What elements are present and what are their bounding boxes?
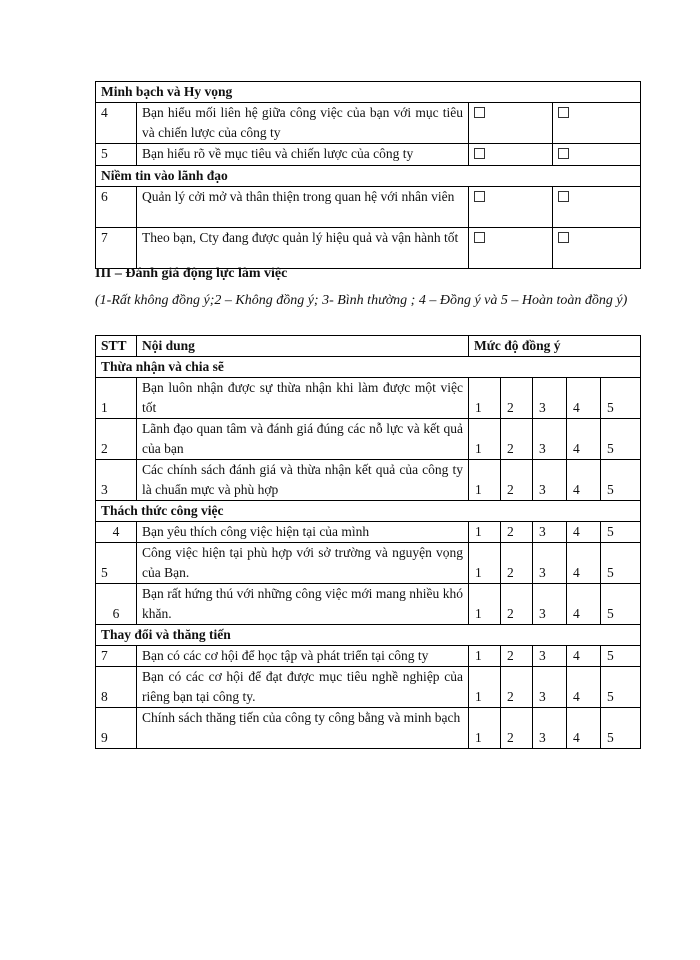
section-title: Niềm tin vào lãnh đạo xyxy=(96,166,641,187)
row-number: 5 xyxy=(96,543,137,584)
score-2[interactable]: 2 xyxy=(501,460,533,501)
score-4[interactable]: 4 xyxy=(567,667,601,708)
checkbox[interactable] xyxy=(558,107,569,118)
checkbox-cell xyxy=(553,103,641,144)
checkbox-cell xyxy=(553,187,641,228)
checkbox-cell xyxy=(469,144,553,166)
row-text: Lãnh đạo quan tâm và đánh giá đúng các nỗ lực và kết quả của bạn xyxy=(137,419,469,460)
score-2[interactable]: 2 xyxy=(501,646,533,667)
checkbox-cell xyxy=(469,228,553,269)
header-level: Mức độ đồng ý xyxy=(469,336,641,357)
score-3[interactable]: 3 xyxy=(533,378,567,419)
score-1[interactable]: 1 xyxy=(469,646,501,667)
row-text: Bạn rất hứng thú với những công việc mới mang nhiều khó khăn. xyxy=(137,584,469,625)
table-row xyxy=(96,378,641,419)
section-row xyxy=(96,625,641,646)
table-row xyxy=(96,103,641,144)
motivation-rating-table xyxy=(95,335,641,749)
score-4[interactable]: 4 xyxy=(567,460,601,501)
row-number: 5 xyxy=(96,144,137,166)
score-1[interactable]: 1 xyxy=(469,522,501,543)
section-row xyxy=(96,501,641,522)
score-4[interactable]: 4 xyxy=(567,646,601,667)
row-text: Bạn yêu thích công việc hiện tại của mình xyxy=(137,522,469,543)
row-text: Bạn có các cơ hội để đạt được mục tiêu nghề nghiệp của riêng bạn tại công ty. xyxy=(137,667,469,708)
header-content: Nội dung xyxy=(137,336,469,357)
score-4[interactable]: 4 xyxy=(567,543,601,584)
score-3[interactable]: 3 xyxy=(533,708,567,749)
score-3[interactable]: 3 xyxy=(533,460,567,501)
section-row xyxy=(96,82,641,103)
row-number: 9 xyxy=(96,708,137,749)
survey-table-transparency-leadership xyxy=(95,81,641,269)
score-5[interactable]: 5 xyxy=(601,543,641,584)
score-2[interactable]: 2 xyxy=(501,543,533,584)
score-5[interactable]: 5 xyxy=(601,667,641,708)
score-5[interactable]: 5 xyxy=(601,708,641,749)
score-2[interactable]: 2 xyxy=(501,522,533,543)
checkbox[interactable] xyxy=(558,232,569,243)
score-5[interactable]: 5 xyxy=(601,419,641,460)
row-number: 7 xyxy=(96,228,137,269)
row-text: Bạn hiểu mối liên hệ giữa công việc của bạn với mục tiêu và chiến lược của công ty xyxy=(137,103,469,144)
section-row xyxy=(96,166,641,187)
score-4[interactable]: 4 xyxy=(567,419,601,460)
table-row xyxy=(96,144,641,166)
row-number: 4 xyxy=(96,103,137,144)
score-4[interactable]: 4 xyxy=(567,378,601,419)
row-number: 7 xyxy=(96,646,137,667)
section-title: Thách thức công việc xyxy=(96,501,641,522)
checkbox-cell xyxy=(469,187,553,228)
rating-legend: (1-Rất không đồng ý;2 – Không đồng ý; 3- Bình thường ; 4 – Đồng ý và 5 – Hoàn toàn đồng ý) xyxy=(95,293,628,308)
score-2[interactable]: 2 xyxy=(501,378,533,419)
checkbox[interactable] xyxy=(474,232,485,243)
section-heading: III – Đánh giá động lực làm việc xyxy=(95,266,288,281)
table-row xyxy=(96,460,641,501)
score-2[interactable]: 2 xyxy=(501,667,533,708)
checkbox[interactable] xyxy=(474,148,485,159)
score-3[interactable]: 3 xyxy=(533,667,567,708)
row-text: Bạn hiểu rõ về mục tiêu và chiến lược của công ty xyxy=(137,144,469,166)
row-number: 2 xyxy=(96,419,137,460)
score-1[interactable]: 1 xyxy=(469,378,501,419)
row-number: 6 xyxy=(96,584,137,625)
row-text: Bạn có các cơ hội để học tập và phát triển tại công ty xyxy=(137,646,469,667)
table-row xyxy=(96,419,641,460)
table-row xyxy=(96,187,641,228)
row-number: 8 xyxy=(96,667,137,708)
row-text: Quản lý cởi mở và thân thiện trong quan hệ với nhân viên xyxy=(137,187,469,228)
checkbox[interactable] xyxy=(558,148,569,159)
score-3[interactable]: 3 xyxy=(533,522,567,543)
table-row xyxy=(96,708,641,749)
score-4[interactable]: 4 xyxy=(567,522,601,543)
row-text: Các chính sách đánh giá và thừa nhận kết quả của công ty là chuẩn mực và phù hợp xyxy=(137,460,469,501)
score-4[interactable]: 4 xyxy=(567,584,601,625)
section-title: Minh bạch và Hy vọng xyxy=(96,82,641,103)
score-1[interactable]: 1 xyxy=(469,584,501,625)
score-1[interactable]: 1 xyxy=(469,708,501,749)
score-1[interactable]: 1 xyxy=(469,460,501,501)
score-1[interactable]: 1 xyxy=(469,419,501,460)
row-number: 4 xyxy=(96,522,137,543)
table-row xyxy=(96,228,641,269)
section-title: Thay đổi và thăng tiến xyxy=(96,625,641,646)
table-row xyxy=(96,667,641,708)
row-text: Bạn luôn nhận được sự thừa nhận khi làm được một việc tốt xyxy=(137,378,469,419)
score-2[interactable]: 2 xyxy=(501,419,533,460)
checkbox-cell xyxy=(469,103,553,144)
header-row xyxy=(96,336,641,357)
row-text: Theo bạn, Cty đang được quản lý hiệu quả và vận hành tốt xyxy=(137,228,469,269)
score-1[interactable]: 1 xyxy=(469,543,501,584)
score-2[interactable]: 2 xyxy=(501,708,533,749)
checkbox[interactable] xyxy=(474,107,485,118)
table-row xyxy=(96,584,641,625)
score-3[interactable]: 3 xyxy=(533,543,567,584)
table-row xyxy=(96,522,641,543)
score-5[interactable]: 5 xyxy=(601,522,641,543)
row-text: Công việc hiện tại phù hợp với sở trường và nguyện vọng của Bạn. xyxy=(137,543,469,584)
score-3[interactable]: 3 xyxy=(533,419,567,460)
header-stt: STT xyxy=(96,336,137,357)
score-4[interactable]: 4 xyxy=(567,708,601,749)
row-number: 6 xyxy=(96,187,137,228)
section-title: Thừa nhận và chia sẽ xyxy=(96,357,641,378)
checkbox[interactable] xyxy=(474,191,485,202)
score-5[interactable]: 5 xyxy=(601,646,641,667)
score-3[interactable]: 3 xyxy=(533,646,567,667)
score-5[interactable]: 5 xyxy=(601,378,641,419)
checkbox-cell xyxy=(553,228,641,269)
score-3[interactable]: 3 xyxy=(533,584,567,625)
score-2[interactable]: 2 xyxy=(501,584,533,625)
score-5[interactable]: 5 xyxy=(601,584,641,625)
section-row xyxy=(96,357,641,378)
row-number: 1 xyxy=(96,378,137,419)
score-1[interactable]: 1 xyxy=(469,667,501,708)
score-5[interactable]: 5 xyxy=(601,460,641,501)
checkbox[interactable] xyxy=(558,191,569,202)
table-row xyxy=(96,646,641,667)
checkbox-cell xyxy=(553,144,641,166)
row-text: Chính sách thăng tiến của công ty công bằng và minh bạch xyxy=(137,708,469,749)
row-number: 3 xyxy=(96,460,137,501)
table-row xyxy=(96,543,641,584)
